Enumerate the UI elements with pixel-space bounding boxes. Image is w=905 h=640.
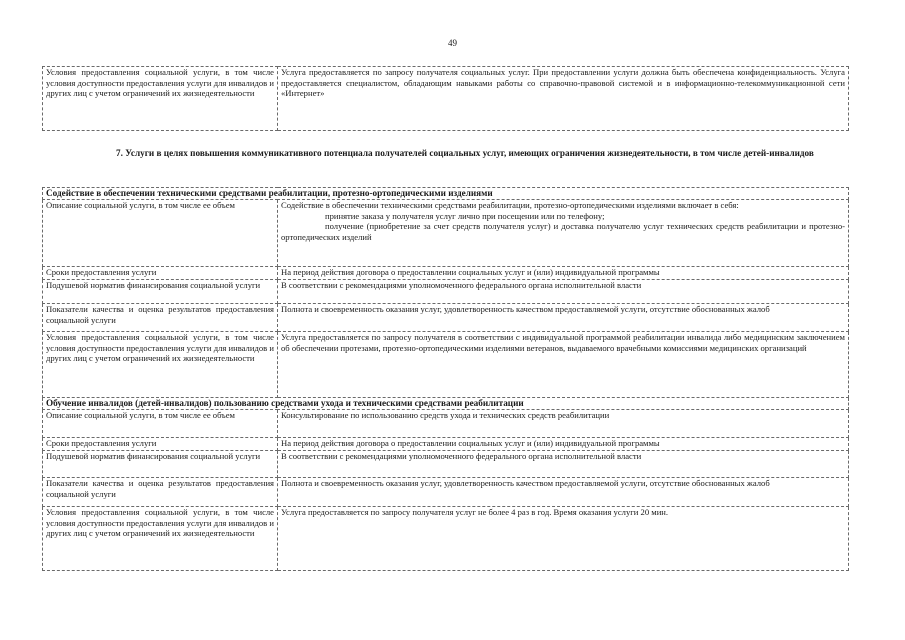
section-heading: 7. Услуги в целях повышения коммуникативного потенциала получателей социальных услуг, имеющих ограничения жизнедеятельности, в том числе детей-инвалидов: [116, 148, 814, 158]
service1-quality-label: Показатели качества и оценка результатов предоставления социальной услуги: [43, 304, 278, 332]
table-row: [43, 410, 849, 438]
table-row: [43, 67, 849, 131]
service2-terms-value: На период действия договора о предоставлении социальных услуг и (или) индивидуальной программы: [278, 438, 849, 451]
table-row: [43, 267, 849, 280]
service1-description-item: получение (приобретение за счет средств получателя услуг) и доставка получателю услуг технических средств реабилитации и протезно-ортопедических изделий: [281, 221, 845, 242]
service2-terms-label: Сроки предоставления услуги: [43, 438, 278, 451]
conditions-label: Условия предоставления социальной услуги, в том числе условия доступности предоставления услуги для инвалидов и других лиц с учетом ограничений их жизнедеятельности: [43, 67, 278, 131]
service2-description-value: Консультирование по использованию средств ухода и технических средств реабилитации: [278, 410, 849, 438]
services-table: [42, 187, 849, 571]
service1-norm-value: В соответствии с рекомендациями уполномоченного федерального органа исполнительной власти: [278, 280, 849, 304]
table-row: [43, 451, 849, 478]
conditions-value: Услуга предоставляется по запросу получателя социальных услуг. При предоставлении услуги должна быть обеспечена конфиденциальность. Услуга предоставляется специалистом, обладающим навыками работы со справочно-правовой системой и в информационно-телекоммуникационной сети «Интернет»: [278, 67, 849, 131]
conditions-table-continued: [42, 66, 849, 131]
service1-title: Содействие в обеспечении техническими средствами реабилитации, протезно-ортопедическими изделиями: [43, 188, 849, 200]
service2-description-label: Описание социальной услуги, в том числе ее объем: [43, 410, 278, 438]
service2-title: Обучение инвалидов (детей-инвалидов) пользованию средствами ухода и техническими средствами реабилитации: [43, 398, 849, 410]
table-row: [43, 200, 849, 267]
service1-terms-value: На период действия договора о предоставлении социальных услуг и (или) индивидуальной программы: [278, 267, 849, 280]
service1-quality-value: Полнота и своевременность оказания услуг, удовлетворенность качеством предоставляемой услуги, отсутствие обоснованных жалоб: [278, 304, 849, 332]
service2-conditions-label: Условия предоставления социальной услуги, в том числе условия доступности предоставления услуги для инвалидов и других лиц с учетом ограничений их жизнедеятельности: [43, 507, 278, 571]
service2-conditions-value: Услуга предоставляется по запросу получателя услуг не более 4 раз в год. Время оказания услуги 20 мин.: [278, 507, 849, 571]
service1-description-value: [278, 200, 849, 267]
service2-norm-value: В соответствии с рекомендациями уполномоченного федерального органа исполнительной власти: [278, 451, 849, 478]
table-row: [43, 438, 849, 451]
service2-quality-value: Полнота и своевременность оказания услуг, удовлетворенность качеством предоставляемой услуги, отсутствие обоснованных жалоб: [278, 478, 849, 507]
table-row: [43, 332, 849, 398]
service1-description-intro: Содействие в обеспечении техническими средствами реабилитации, протезно-ортопедическими изделиями включает в себя:: [281, 200, 739, 210]
table-row: [43, 304, 849, 332]
table-row: [43, 478, 849, 507]
service1-norm-label: Подушевой норматив финансирования социальной услуги: [43, 280, 278, 304]
service1-description-item: принятие заказа у получателя услуг лично при посещении или по телефону;: [325, 210, 605, 221]
table-row: [43, 507, 849, 571]
table-row: [43, 398, 849, 410]
service1-conditions-label: Условия предоставления социальной услуги, в том числе условия доступности предоставления услуги для инвалидов и других лиц с учетом ограничений их жизнедеятельности: [43, 332, 278, 398]
table-row: [43, 188, 849, 200]
service1-conditions-value: Услуга предоставляется по запросу получателя в соответствии с индивидуальной программой реабилитации инвалида либо медицинским заключением об обеспечении протезами, протезно-ортопедическими изделиями ветеранов, выдаваемого врачебными комиссиями медицинских организаций: [278, 332, 849, 398]
service1-description-label: Описание социальной услуги, в том числе ее объем: [43, 200, 278, 267]
page-number: 49: [448, 38, 457, 48]
table-row: [43, 280, 849, 304]
service2-norm-label: Подушевой норматив финансирования социальной услуги: [43, 451, 278, 478]
service2-quality-label: Показатели качества и оценка результатов предоставления социальной услуги: [43, 478, 278, 507]
service1-terms-label: Сроки предоставления услуги: [43, 267, 278, 280]
